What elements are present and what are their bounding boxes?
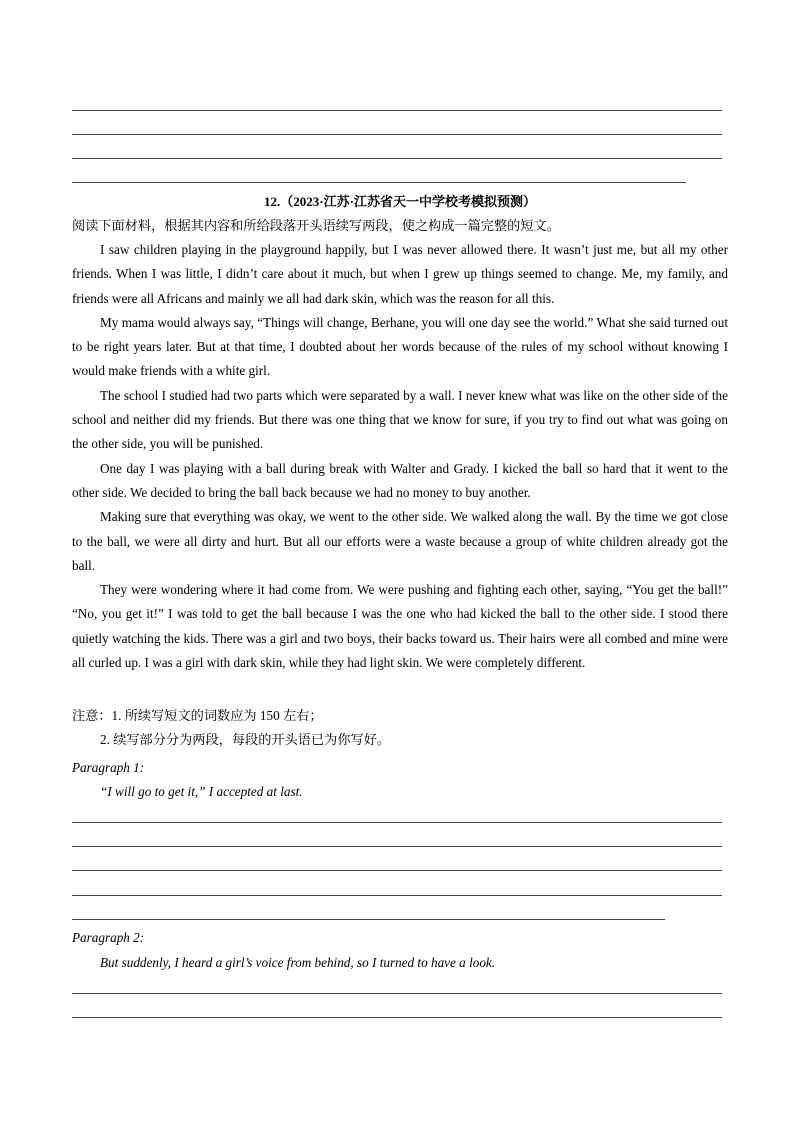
answer-line: [72, 1017, 722, 1018]
paragraph1-label: Paragraph 1:: [72, 760, 145, 775]
story-paragraph: My mama would always say, “Things will change, Berhane, you will one day see the world.” What she said turned out to be right years later. But at that time, I doubted about her words because of the rules of my school without knowing I would make friends with a white girl.: [72, 314, 728, 379]
paragraph2-opening: But suddenly, I heard a girl’s voice from behind, so I turned to have a look.: [100, 955, 496, 970]
answer-line: [72, 846, 722, 847]
question-title: 12.（2023·江苏·江苏省天一中学校考模拟预测）: [264, 194, 536, 209]
story-paragraph: I saw children playing in the playground happily, but I was never allowed there. It wasn’t just me, but all my other friends. When I was little, I didn’t care about it much, but when I grew up things seemed to change. Me, my family, and friends were all Africans and mainly we all had dark skin, which was the reason for all this.: [72, 242, 728, 306]
answer-line: [72, 919, 665, 920]
answer-line: [72, 822, 722, 823]
story-paragraph: Making sure that everything was okay, we went to the other side. We walked along the wall. By the time we got close to the ball, we were all dirty and hurt. But all our efforts were a waste because a group of white children already got the ball.: [72, 509, 728, 573]
answer-line: [72, 182, 686, 183]
notes-section: [72, 704, 728, 753]
story-passage: [72, 238, 728, 675]
story-paragraph: The school I studied had two parts which were separated by a wall. I never knew what was like on the other side of the school and neither did my friends. But there was one thing that we know for sure, if you try to find out what was going on the other side, you will be punished.: [72, 387, 728, 452]
answer-line: [72, 870, 722, 871]
paragraph1-opening: “I will go to get it,” I accepted at last.: [100, 784, 303, 799]
note-item: 2. 续写部分分为两段，每段的开头语已为你写好。: [100, 732, 391, 748]
story-paragraph: One day I was playing with a ball during break with Walter and Grady. I kicked the ball so hard that it went to the other side. We decided to bring the ball back because we had no money to buy another.: [72, 460, 728, 500]
story-paragraph: They were wondering where it had come from. We were pushing and fighting each other, saying, “You get the ball!” “No, you get it!” I was told to get the ball because I was the one who had kicked the ball to the other side. I stood there quietly watching the kids. There was a girl and two boys, their backs toward us. Their hairs were all combed and mine were all curled up. I was a girl with dark skin, while they had light skin. We were completely different.: [72, 582, 728, 671]
answer-line: [72, 993, 722, 994]
answer-line: [72, 895, 722, 896]
answer-line: [72, 158, 722, 159]
paragraph2-label: Paragraph 2:: [72, 930, 145, 945]
note-item: 注意：1. 所续写短文的词数应为 150 左右；: [72, 708, 323, 723]
answer-line: [72, 134, 722, 135]
instruction-text: 阅读下面材料，根据其内容和所给段落开头语续写两段，使之构成一篇完整的短文。: [72, 218, 560, 233]
answer-line: [72, 110, 722, 111]
